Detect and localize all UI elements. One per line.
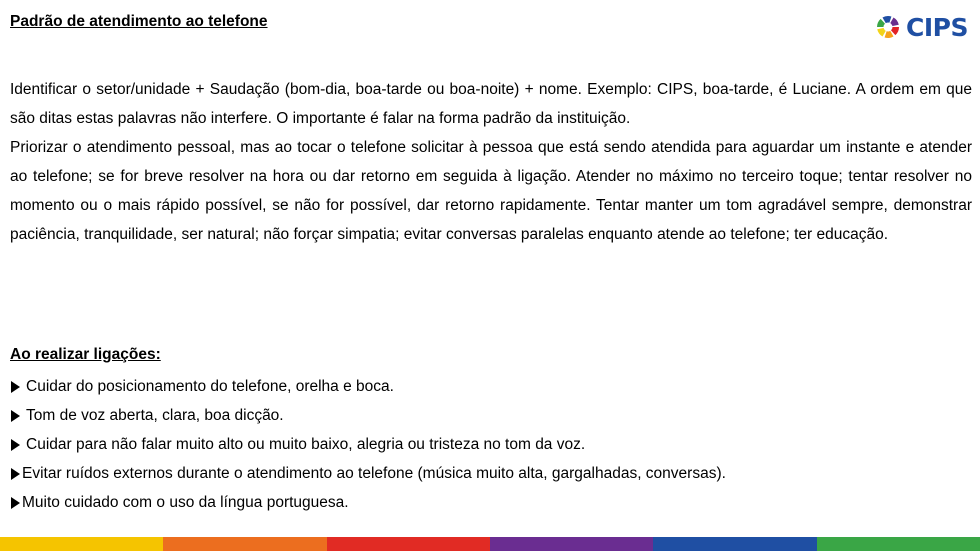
body-text bbox=[10, 75, 972, 249]
calls-section bbox=[10, 340, 972, 517]
bullet-item bbox=[10, 459, 972, 488]
paragraph-prioritize: Priorizar o atendimento pessoal, mas ao tocar o telefone solicitar à pessoa que está sendo atendida para aguardar um instante e atender ao telefone; se for breve resolver na hora ou dar retorno em seguida à ligação. Atender no máximo no terceiro toque; tentar resolver no momento ou o mais rápido possível, se não for possível, dar retorno rapidamente. Tentar manter um tom agradável sempre, demonstrar paciência, tranquilidade, ser natural; não forçar simpatia; evitar conversas paralelas enquanto atende ao telefone; ter educação. bbox=[10, 139, 972, 243]
footer-color-segment bbox=[163, 537, 326, 551]
bullet-item bbox=[10, 372, 972, 401]
logo-center bbox=[884, 23, 893, 32]
cips-logo bbox=[873, 8, 968, 46]
bullet-text: Cuidar do posicionamento do telefone, orelha e boca. bbox=[26, 378, 394, 395]
bullet-text: Tom de voz aberta, clara, boa dicção. bbox=[26, 407, 284, 424]
arrow-bullet-icon bbox=[11, 468, 20, 480]
bullet-list bbox=[10, 372, 972, 517]
bullet-item bbox=[10, 430, 972, 459]
arrow-bullet-icon bbox=[11, 439, 20, 451]
cips-swirl-icon bbox=[873, 12, 903, 42]
bullet-item bbox=[10, 488, 972, 517]
bullet-text: Cuidar para não falar muito alto ou muito baixo, alegria ou tristeza no tom da voz. bbox=[26, 436, 586, 453]
footer-color-segment bbox=[327, 537, 490, 551]
section-title: Ao realizar ligações: bbox=[10, 346, 161, 363]
footer-color-bar bbox=[0, 537, 980, 551]
arrow-bullet-icon bbox=[11, 497, 20, 509]
bullet-text: Muito cuidado com o uso da língua portuguesa. bbox=[22, 494, 349, 511]
slide-title: Padrão de atendimento ao telefone bbox=[10, 13, 268, 30]
logo-text: CIPS bbox=[906, 12, 968, 42]
footer-color-segment bbox=[0, 537, 163, 551]
bullet-item bbox=[10, 401, 972, 430]
footer-color-segment bbox=[490, 537, 653, 551]
footer-color-segment bbox=[817, 537, 980, 551]
paragraph-identify: Identificar o setor/unidade + Saudação (bom-dia, boa-tarde ou boa-noite) + nome. Exemplo: CIPS, boa-tarde, é Luciane. A ordem em que são ditas estas palavras não interfere. O importante é falar na forma padrão da instituição. bbox=[10, 81, 972, 127]
arrow-bullet-icon bbox=[11, 381, 20, 393]
arrow-bullet-icon bbox=[11, 410, 20, 422]
footer-color-segment bbox=[653, 537, 816, 551]
bullet-text: Evitar ruídos externos durante o atendimento ao telefone (música muito alta, gargalhadas, conversas). bbox=[22, 465, 726, 482]
